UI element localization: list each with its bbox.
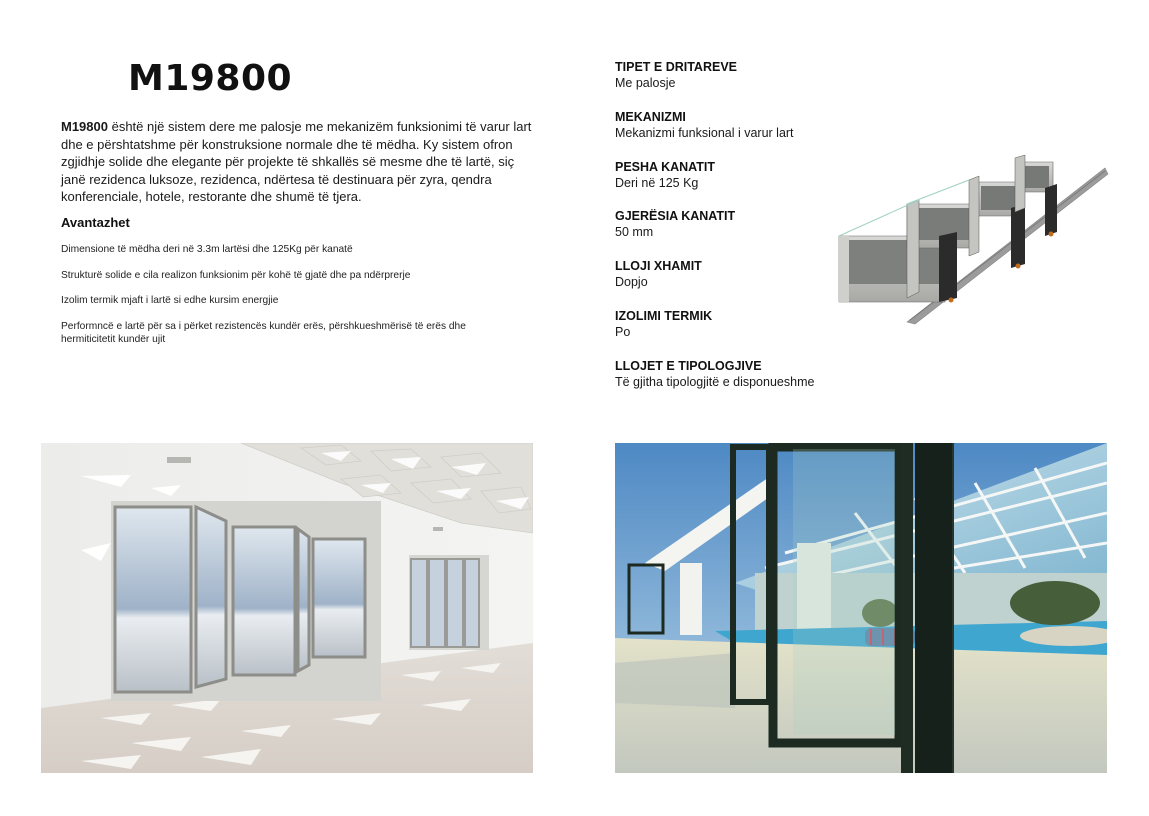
intro-product-name: M19800	[61, 119, 108, 134]
spec-value: Me palosje	[615, 76, 676, 90]
spec-label: LLOJI XHAMIT	[615, 259, 702, 274]
spec-glass-type	[615, 258, 855, 308]
pool-photo-dark-doors	[615, 443, 1107, 773]
spec-value: 50 mm	[615, 225, 654, 240]
advantage-item: Izolim termik mjaft i lartë si edhe kursim energjie	[61, 295, 279, 306]
product-intro	[61, 118, 541, 206]
advantages-list	[61, 243, 501, 358]
spec-value: Dopjo	[615, 275, 648, 290]
interior-photo-silver-doors	[41, 443, 533, 773]
specs-list	[615, 59, 855, 408]
advantage-item: Strukturë solide e cila realizon funksionim për kohë të gjatë dhe pa ndërprerje	[61, 269, 411, 281]
spec-label: MEKANIZMI	[615, 109, 686, 124]
advantage-item: Performncë e lartë për sa i përket rezistencës kundër erës, përshkueshmërisë të erës dhe hermiticitetit kundër ujit	[61, 320, 466, 345]
product-title: M19800	[128, 58, 293, 99]
spec-value: Po	[615, 324, 631, 339]
spec-value: Të gjitha tipologjitë e disponueshme	[615, 374, 815, 389]
spec-sash-weight	[615, 159, 855, 209]
intro-description: është një sistem dere me palosje me mekanizëm funksionimi të varur lart dhe e përshtatshme për konstruksione normale dhe të mëdha. Ky sistem ofron zgjidhje solide dhe elegante për projekte të shkallës së mesme dhe të lartë, siç janë rezidenca luksoze, rezidenca, ndërtesa të destinuara për zyra, qendra konferenciale, hotele, restorante dhe shumë të tjera.	[61, 119, 532, 204]
spec-sash-width	[615, 208, 855, 258]
spec-label: TIPET E DRITAREVE	[615, 60, 738, 74]
spec-label: IZOLIMI TERMIK	[615, 308, 713, 323]
spec-label: GJERËSIA KANATIT	[615, 209, 736, 224]
advantages-heading: Avantazhet	[61, 215, 130, 230]
spec-label: LLOJET E TIPOLOGJIVE	[615, 358, 762, 373]
spec-value: Deri në 125 Kg	[615, 175, 699, 190]
spec-window-types	[615, 59, 855, 109]
spec-label: PESHA KANATIT	[615, 159, 715, 174]
folding-door-render	[835, 152, 1110, 327]
spec-mechanism	[615, 109, 855, 159]
spec-value: Mekanizmi funksional i varur lart	[615, 125, 794, 140]
spec-typologies	[615, 358, 855, 408]
advantage-item: Dimensione të mëdha deri në 3.3m lartësi dhe 125Kg për kanatë	[61, 244, 353, 255]
spec-thermal-insulation	[615, 308, 855, 358]
